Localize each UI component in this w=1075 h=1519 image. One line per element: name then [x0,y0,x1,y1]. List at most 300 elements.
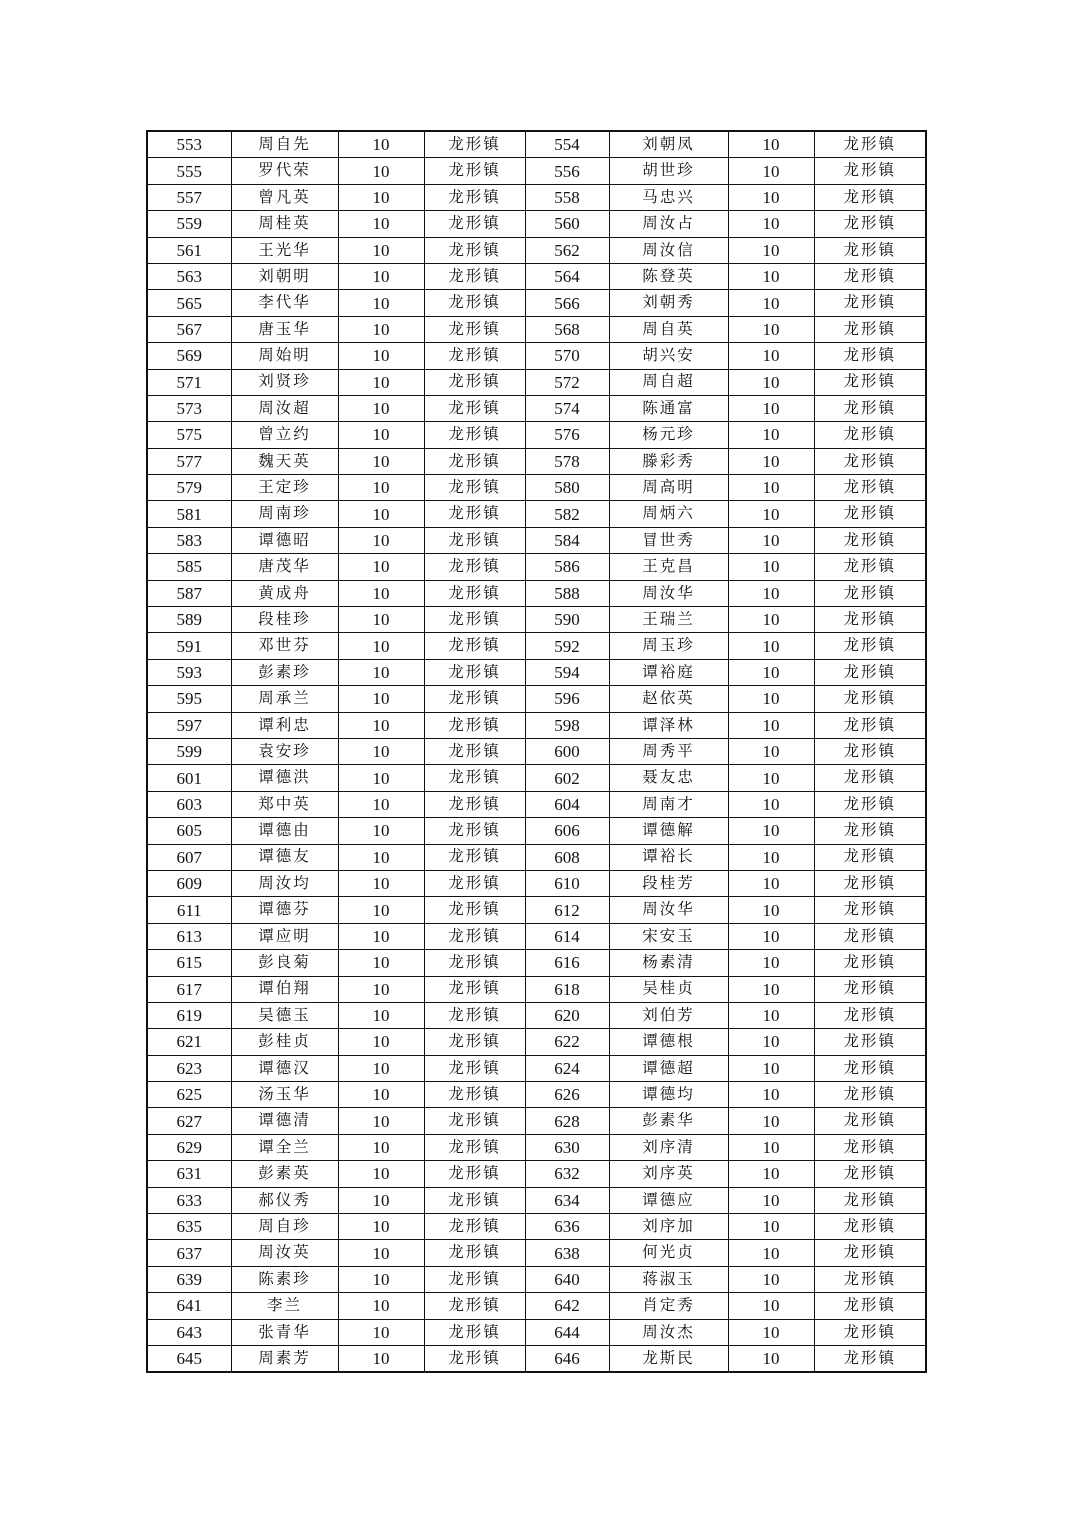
right-record-number-cell: 598 [525,712,609,738]
left-town-name-cell: 龙形镇 [424,527,525,553]
table-row [147,950,926,976]
right-record-number-cell: 636 [525,1214,609,1240]
right-amount-cell: 10 [728,131,814,158]
left-amount-cell: 10 [338,1266,424,1292]
left-person-name-cell: 曾立约 [231,422,338,448]
left-record-number-cell: 589 [147,607,231,633]
right-amount-cell: 10 [728,1187,814,1213]
left-amount-cell: 10 [338,1029,424,1055]
right-record-number-cell: 634 [525,1187,609,1213]
right-amount-cell: 10 [728,1319,814,1345]
table-row [147,527,926,553]
left-person-name-cell: 王光华 [231,237,338,263]
left-amount-cell: 10 [338,290,424,316]
right-record-number-cell: 560 [525,211,609,237]
right-record-number-cell: 626 [525,1082,609,1108]
right-town-name-cell: 龙形镇 [814,1002,926,1028]
left-person-name-cell: 周汝英 [231,1240,338,1266]
left-record-number-cell: 619 [147,1002,231,1028]
left-person-name-cell: 周汝均 [231,870,338,896]
right-amount-cell: 10 [728,1161,814,1187]
right-record-number-cell: 608 [525,844,609,870]
left-amount-cell: 10 [338,1055,424,1081]
right-amount-cell: 10 [728,422,814,448]
right-person-name-cell: 刘朝秀 [609,290,728,316]
left-amount-cell: 10 [338,1108,424,1134]
left-person-name-cell: 周素芳 [231,1345,338,1372]
left-amount-cell: 10 [338,844,424,870]
left-town-name-cell: 龙形镇 [424,633,525,659]
left-record-number-cell: 577 [147,448,231,474]
right-amount-cell: 10 [728,316,814,342]
right-town-name-cell: 龙形镇 [814,158,926,184]
right-town-name-cell: 龙形镇 [814,1345,926,1372]
left-person-name-cell: 陈素珍 [231,1266,338,1292]
right-record-number-cell: 554 [525,131,609,158]
right-town-name-cell: 龙形镇 [814,686,926,712]
table-row [147,1055,926,1081]
right-town-name-cell: 龙形镇 [814,844,926,870]
left-record-number-cell: 569 [147,343,231,369]
right-record-number-cell: 612 [525,897,609,923]
left-town-name-cell: 龙形镇 [424,1319,525,1345]
right-person-name-cell: 胡兴安 [609,343,728,369]
right-town-name-cell: 龙形镇 [814,818,926,844]
right-amount-cell: 10 [728,1345,814,1372]
roster-table [146,130,927,1373]
left-person-name-cell: 周自珍 [231,1214,338,1240]
left-record-number-cell: 621 [147,1029,231,1055]
right-record-number-cell: 562 [525,237,609,263]
right-town-name-cell: 龙形镇 [814,1214,926,1240]
left-amount-cell: 10 [338,976,424,1002]
left-town-name-cell: 龙形镇 [424,659,525,685]
right-record-number-cell: 566 [525,290,609,316]
right-person-name-cell: 周汝杰 [609,1319,728,1345]
left-amount-cell: 10 [338,1082,424,1108]
left-record-number-cell: 607 [147,844,231,870]
left-amount-cell: 10 [338,316,424,342]
right-amount-cell: 10 [728,475,814,501]
right-amount-cell: 10 [728,369,814,395]
left-town-name-cell: 龙形镇 [424,712,525,738]
right-person-name-cell: 周自英 [609,316,728,342]
left-record-number-cell: 567 [147,316,231,342]
left-person-name-cell: 彭素英 [231,1161,338,1187]
left-person-name-cell: 张青华 [231,1319,338,1345]
left-town-name-cell: 龙形镇 [424,422,525,448]
left-person-name-cell: 彭桂贞 [231,1029,338,1055]
right-amount-cell: 10 [728,659,814,685]
left-record-number-cell: 583 [147,527,231,553]
table-row [147,580,926,606]
left-amount-cell: 10 [338,950,424,976]
table-row [147,1266,926,1292]
right-town-name-cell: 龙形镇 [814,316,926,342]
left-record-number-cell: 645 [147,1345,231,1372]
left-person-name-cell: 谭德洪 [231,765,338,791]
right-amount-cell: 10 [728,1002,814,1028]
left-town-name-cell: 龙形镇 [424,844,525,870]
left-record-number-cell: 609 [147,870,231,896]
left-town-name-cell: 龙形镇 [424,395,525,421]
left-town-name-cell: 龙形镇 [424,1082,525,1108]
left-person-name-cell: 唐玉华 [231,316,338,342]
right-record-number-cell: 614 [525,923,609,949]
left-town-name-cell: 龙形镇 [424,501,525,527]
left-amount-cell: 10 [338,263,424,289]
table-row [147,923,926,949]
table-row [147,422,926,448]
left-person-name-cell: 王定珍 [231,475,338,501]
right-record-number-cell: 642 [525,1293,609,1319]
left-amount-cell: 10 [338,527,424,553]
right-amount-cell: 10 [728,290,814,316]
left-amount-cell: 10 [338,131,424,158]
left-record-number-cell: 595 [147,686,231,712]
left-town-name-cell: 龙形镇 [424,369,525,395]
left-amount-cell: 10 [338,580,424,606]
left-person-name-cell: 周始明 [231,343,338,369]
left-person-name-cell: 罗代荣 [231,158,338,184]
left-person-name-cell: 谭德由 [231,818,338,844]
table-row [147,1187,926,1213]
table-row [147,844,926,870]
left-record-number-cell: 637 [147,1240,231,1266]
table-row [147,1161,926,1187]
table-row [147,818,926,844]
left-record-number-cell: 613 [147,923,231,949]
left-record-number-cell: 581 [147,501,231,527]
table-row [147,870,926,896]
right-amount-cell: 10 [728,712,814,738]
left-person-name-cell: 刘朝明 [231,263,338,289]
table-row [147,712,926,738]
table-row [147,263,926,289]
right-town-name-cell: 龙形镇 [814,1134,926,1160]
right-town-name-cell: 龙形镇 [814,870,926,896]
right-person-name-cell: 谭德解 [609,818,728,844]
right-town-name-cell: 龙形镇 [814,1187,926,1213]
left-amount-cell: 10 [338,395,424,421]
right-amount-cell: 10 [728,448,814,474]
right-town-name-cell: 龙形镇 [814,923,926,949]
left-town-name-cell: 龙形镇 [424,263,525,289]
left-record-number-cell: 617 [147,976,231,1002]
table-row [147,184,926,210]
left-person-name-cell: 周南珍 [231,501,338,527]
left-town-name-cell: 龙形镇 [424,580,525,606]
right-amount-cell: 10 [728,1108,814,1134]
left-town-name-cell: 龙形镇 [424,818,525,844]
right-record-number-cell: 564 [525,263,609,289]
right-amount-cell: 10 [728,897,814,923]
left-town-name-cell: 龙形镇 [424,237,525,263]
right-record-number-cell: 584 [525,527,609,553]
right-town-name-cell: 龙形镇 [814,422,926,448]
table-row [147,369,926,395]
left-amount-cell: 10 [338,1345,424,1372]
right-town-name-cell: 龙形镇 [814,1082,926,1108]
right-amount-cell: 10 [728,1082,814,1108]
left-amount-cell: 10 [338,369,424,395]
right-person-name-cell: 赵依英 [609,686,728,712]
right-person-name-cell: 周汝信 [609,237,728,263]
left-amount-cell: 10 [338,1240,424,1266]
right-person-name-cell: 周汝占 [609,211,728,237]
left-person-name-cell: 谭全兰 [231,1134,338,1160]
left-amount-cell: 10 [338,422,424,448]
left-amount-cell: 10 [338,554,424,580]
right-person-name-cell: 周玉珍 [609,633,728,659]
right-person-name-cell: 龙斯民 [609,1345,728,1372]
left-amount-cell: 10 [338,1293,424,1319]
right-amount-cell: 10 [728,1055,814,1081]
left-town-name-cell: 龙形镇 [424,923,525,949]
left-town-name-cell: 龙形镇 [424,791,525,817]
right-amount-cell: 10 [728,211,814,237]
left-town-name-cell: 龙形镇 [424,686,525,712]
roster-body [147,131,926,1372]
left-person-name-cell: 彭素珍 [231,659,338,685]
right-town-name-cell: 龙形镇 [814,1029,926,1055]
right-person-name-cell: 陈通富 [609,395,728,421]
table-row [147,1240,926,1266]
table-row [147,738,926,764]
left-record-number-cell: 563 [147,263,231,289]
left-amount-cell: 10 [338,712,424,738]
left-town-name-cell: 龙形镇 [424,1029,525,1055]
right-record-number-cell: 570 [525,343,609,369]
right-person-name-cell: 滕彩秀 [609,448,728,474]
left-person-name-cell: 郝仪秀 [231,1187,338,1213]
table-row [147,131,926,158]
left-amount-cell: 10 [338,211,424,237]
left-record-number-cell: 631 [147,1161,231,1187]
right-record-number-cell: 628 [525,1108,609,1134]
right-amount-cell: 10 [728,263,814,289]
right-person-name-cell: 冒世秀 [609,527,728,553]
right-amount-cell: 10 [728,1266,814,1292]
table-row [147,607,926,633]
table-row [147,976,926,1002]
table-row [147,1319,926,1345]
left-record-number-cell: 639 [147,1266,231,1292]
left-town-name-cell: 龙形镇 [424,1002,525,1028]
right-town-name-cell: 龙形镇 [814,976,926,1002]
right-town-name-cell: 龙形镇 [814,791,926,817]
right-amount-cell: 10 [728,976,814,1002]
table-row [147,791,926,817]
right-amount-cell: 10 [728,237,814,263]
right-record-number-cell: 604 [525,791,609,817]
right-person-name-cell: 王克昌 [609,554,728,580]
right-town-name-cell: 龙形镇 [814,1108,926,1134]
left-amount-cell: 10 [338,791,424,817]
right-record-number-cell: 596 [525,686,609,712]
left-amount-cell: 10 [338,448,424,474]
right-amount-cell: 10 [728,818,814,844]
left-person-name-cell: 唐茂华 [231,554,338,580]
left-amount-cell: 10 [338,897,424,923]
left-town-name-cell: 龙形镇 [424,158,525,184]
right-record-number-cell: 574 [525,395,609,421]
table-row [147,501,926,527]
table-row [147,1214,926,1240]
right-town-name-cell: 龙形镇 [814,475,926,501]
left-record-number-cell: 601 [147,765,231,791]
left-person-name-cell: 邓世芬 [231,633,338,659]
table-row [147,343,926,369]
left-town-name-cell: 龙形镇 [424,1214,525,1240]
right-person-name-cell: 陈登英 [609,263,728,289]
right-amount-cell: 10 [728,343,814,369]
left-town-name-cell: 龙形镇 [424,738,525,764]
left-record-number-cell: 565 [147,290,231,316]
left-amount-cell: 10 [338,765,424,791]
right-record-number-cell: 556 [525,158,609,184]
left-town-name-cell: 龙形镇 [424,1055,525,1081]
left-person-name-cell: 彭良菊 [231,950,338,976]
left-record-number-cell: 599 [147,738,231,764]
left-town-name-cell: 龙形镇 [424,1161,525,1187]
left-town-name-cell: 龙形镇 [424,131,525,158]
table-row [147,659,926,685]
table-row [147,1029,926,1055]
right-amount-cell: 10 [728,844,814,870]
right-amount-cell: 10 [728,738,814,764]
right-amount-cell: 10 [728,633,814,659]
right-person-name-cell: 周南才 [609,791,728,817]
right-town-name-cell: 龙形镇 [814,263,926,289]
table-row [147,633,926,659]
right-record-number-cell: 606 [525,818,609,844]
right-record-number-cell: 582 [525,501,609,527]
left-person-name-cell: 谭利忠 [231,712,338,738]
left-person-name-cell: 汤玉华 [231,1082,338,1108]
right-amount-cell: 10 [728,527,814,553]
right-town-name-cell: 龙形镇 [814,950,926,976]
right-town-name-cell: 龙形镇 [814,1240,926,1266]
left-amount-cell: 10 [338,923,424,949]
right-town-name-cell: 龙形镇 [814,607,926,633]
table-row [147,1082,926,1108]
table-row [147,1293,926,1319]
left-person-name-cell: 李兰 [231,1293,338,1319]
left-amount-cell: 10 [338,237,424,263]
left-person-name-cell: 刘贤珍 [231,369,338,395]
right-record-number-cell: 610 [525,870,609,896]
left-amount-cell: 10 [338,686,424,712]
right-record-number-cell: 620 [525,1002,609,1028]
left-person-name-cell: 郑中英 [231,791,338,817]
right-person-name-cell: 何光贞 [609,1240,728,1266]
right-person-name-cell: 段桂芳 [609,870,728,896]
left-town-name-cell: 龙形镇 [424,448,525,474]
right-record-number-cell: 572 [525,369,609,395]
table-row [147,448,926,474]
left-person-name-cell: 周自先 [231,131,338,158]
left-record-number-cell: 611 [147,897,231,923]
left-record-number-cell: 597 [147,712,231,738]
right-record-number-cell: 622 [525,1029,609,1055]
left-town-name-cell: 龙形镇 [424,1240,525,1266]
right-person-name-cell: 刘伯芳 [609,1002,728,1028]
right-record-number-cell: 586 [525,554,609,580]
right-record-number-cell: 578 [525,448,609,474]
left-record-number-cell: 629 [147,1134,231,1160]
right-amount-cell: 10 [728,607,814,633]
right-town-name-cell: 龙形镇 [814,1319,926,1345]
left-record-number-cell: 593 [147,659,231,685]
left-record-number-cell: 643 [147,1319,231,1345]
right-record-number-cell: 630 [525,1134,609,1160]
right-amount-cell: 10 [728,580,814,606]
right-town-name-cell: 龙形镇 [814,897,926,923]
left-amount-cell: 10 [338,475,424,501]
right-record-number-cell: 624 [525,1055,609,1081]
right-town-name-cell: 龙形镇 [814,659,926,685]
table-row [147,1345,926,1372]
right-amount-cell: 10 [728,950,814,976]
right-town-name-cell: 龙形镇 [814,1293,926,1319]
left-record-number-cell: 627 [147,1108,231,1134]
right-town-name-cell: 龙形镇 [814,237,926,263]
left-town-name-cell: 龙形镇 [424,184,525,210]
left-town-name-cell: 龙形镇 [424,475,525,501]
left-record-number-cell: 603 [147,791,231,817]
left-person-name-cell: 李代华 [231,290,338,316]
right-town-name-cell: 龙形镇 [814,580,926,606]
table-row [147,290,926,316]
left-person-name-cell: 谭德清 [231,1108,338,1134]
left-amount-cell: 10 [338,607,424,633]
left-record-number-cell: 579 [147,475,231,501]
left-town-name-cell: 龙形镇 [424,316,525,342]
right-town-name-cell: 龙形镇 [814,131,926,158]
table-row [147,686,926,712]
left-town-name-cell: 龙形镇 [424,554,525,580]
right-person-name-cell: 刘朝凤 [609,131,728,158]
left-amount-cell: 10 [338,1134,424,1160]
right-amount-cell: 10 [728,686,814,712]
left-record-number-cell: 635 [147,1214,231,1240]
right-person-name-cell: 谭德应 [609,1187,728,1213]
right-town-name-cell: 龙形镇 [814,527,926,553]
right-town-name-cell: 龙形镇 [814,501,926,527]
table-row [147,475,926,501]
right-person-name-cell: 胡世珍 [609,158,728,184]
left-town-name-cell: 龙形镇 [424,1134,525,1160]
right-town-name-cell: 龙形镇 [814,633,926,659]
left-amount-cell: 10 [338,1319,424,1345]
right-record-number-cell: 646 [525,1345,609,1372]
table-row [147,765,926,791]
right-person-name-cell: 宋安玉 [609,923,728,949]
left-person-name-cell: 谭应明 [231,923,338,949]
right-town-name-cell: 龙形镇 [814,712,926,738]
left-record-number-cell: 585 [147,554,231,580]
left-amount-cell: 10 [338,870,424,896]
left-record-number-cell: 575 [147,422,231,448]
right-amount-cell: 10 [728,554,814,580]
left-record-number-cell: 605 [147,818,231,844]
right-amount-cell: 10 [728,1293,814,1319]
left-town-name-cell: 龙形镇 [424,211,525,237]
right-person-name-cell: 周炳六 [609,501,728,527]
right-amount-cell: 10 [728,1134,814,1160]
right-record-number-cell: 618 [525,976,609,1002]
